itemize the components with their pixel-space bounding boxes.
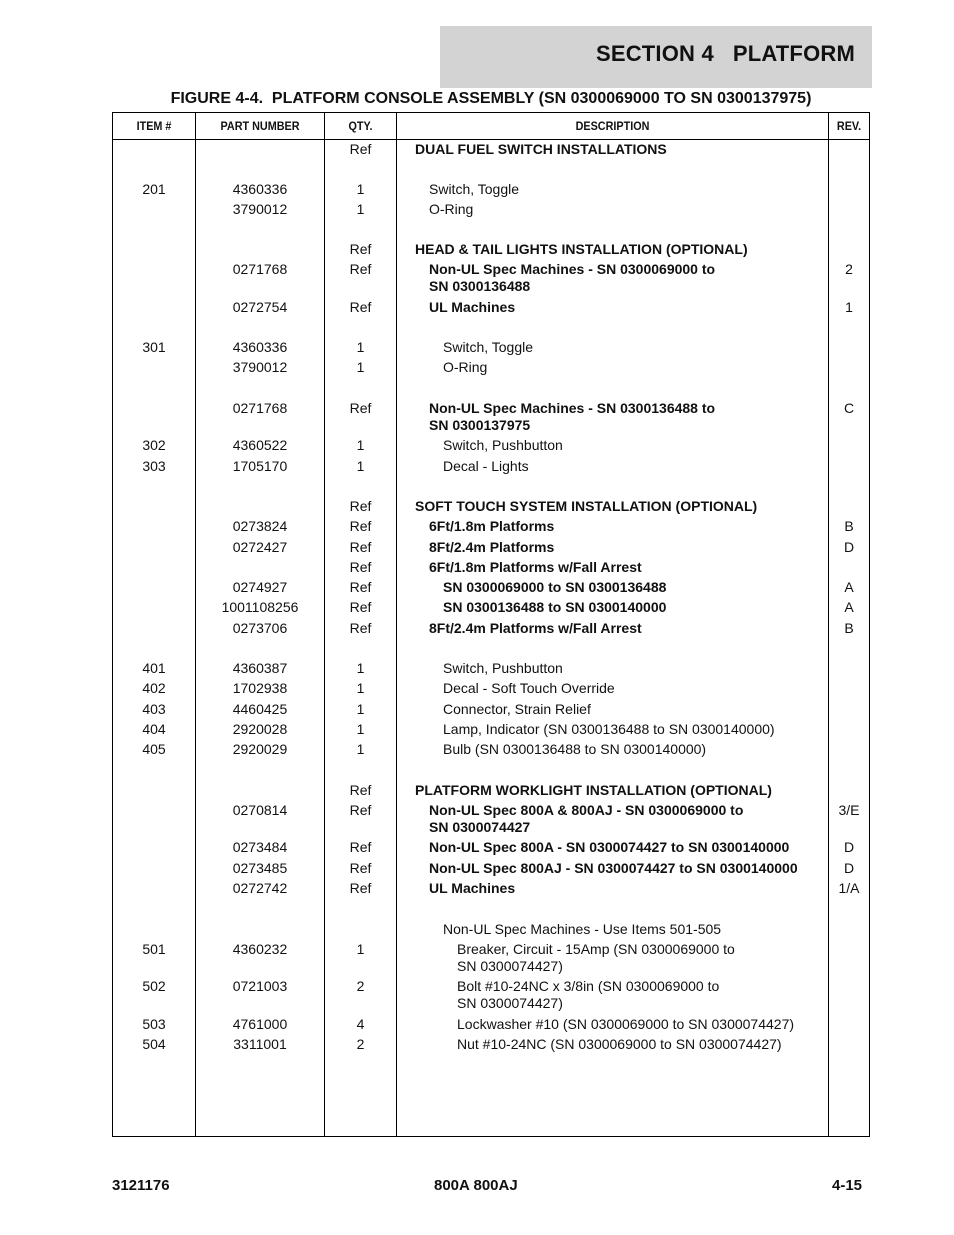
description-line-continued: SN 0300136488 [429,278,531,294]
item-number-cell: 502 [142,978,166,994]
quantity-cell: 1 [356,660,365,676]
quantity-cell: 1 [356,458,365,474]
footer-model: 800A 800AJ [434,1177,518,1194]
description-cell [429,802,839,836]
quantity-cell: Ref [349,880,372,896]
description-cell [429,880,839,897]
description-line: Bulb (SN 0300136488 to SN 0300140000) [443,741,707,757]
quantity-cell: Ref [349,860,372,876]
quantity-cell: 1 [356,339,365,355]
quantity-cell: 2 [356,978,365,994]
quantity-cell: 1 [356,680,365,696]
column-header-qty: QTY. [348,119,373,133]
revision-cell: D [843,839,855,855]
part-number-cell: 0272742 [232,880,288,896]
quantity-cell: Ref [349,141,372,157]
footer-doc-number: 3121176 [112,1177,170,1194]
description-cell [429,620,839,637]
column-header-item: ITEM # [136,119,172,133]
description-cell [415,241,825,258]
footer-page-number: 4-15 [832,1177,863,1194]
part-number-cell: 0271768 [232,400,288,416]
description-cell [443,741,853,758]
quantity-cell: Ref [349,579,372,595]
description-cell [429,201,839,218]
part-number-cell: 4360336 [232,339,288,355]
item-number-cell: 503 [142,1016,166,1032]
description-cell [457,978,867,1012]
description-line: SN 0300136488 to SN 0300140000 [443,599,667,615]
description-line-continued: SN 0300137975 [429,417,531,433]
revision-cell: 3/E [838,802,860,818]
description-line: SOFT TOUCH SYSTEM INSTALLATION (OPTIONAL) [415,498,758,514]
column-header-description: DESCRIPTION [575,119,650,133]
description-cell [429,559,839,576]
description-line: Non-UL Spec Machines - Use Items 501-505 [443,921,722,937]
description-cell [443,579,853,596]
description-cell [457,1036,867,1053]
description-line: HEAD & TAIL LIGHTS INSTALLATION (OPTIONAL) [415,241,748,257]
revision-cell: A [844,599,854,615]
part-number-cell: 1702938 [232,680,288,696]
item-number-cell: 303 [142,458,166,474]
description-cell [443,437,853,454]
description-cell [429,181,839,198]
item-number-cell: 403 [142,701,166,717]
description-cell [415,141,825,158]
description-line: O-Ring [429,201,474,217]
part-number-cell: 0272754 [232,299,288,315]
description-cell [443,660,853,677]
figure-title: FIGURE 4-4. PLATFORM CONSOLE ASSEMBLY (SN 0300069000 TO SN 0300137975) [170,90,812,107]
description-line: SN 0300069000 to SN 0300136488 [443,579,667,595]
description-cell [443,680,853,697]
part-number-cell: 2920029 [232,741,288,757]
parts-table [112,112,870,1137]
section-title: SECTION 4 PLATFORM [595,41,855,66]
description-cell [429,400,839,434]
quantity-cell: Ref [349,782,372,798]
description-cell [429,539,839,556]
quantity-cell: Ref [349,241,372,257]
quantity-cell: 1 [356,359,365,375]
item-number-cell: 501 [142,941,166,957]
description-line: UL Machines [429,299,516,315]
revision-cell: C [843,400,855,416]
description-cell [429,839,839,856]
description-cell [429,299,839,316]
column-header-rev: REV. [836,119,862,133]
description-line: Nut #10-24NC (SN 0300069000 to SN 0300074427) [457,1036,782,1052]
quantity-cell: 1 [356,941,365,957]
item-number-cell: 302 [142,437,166,453]
revision-cell: A [844,579,854,595]
revision-cell: D [843,539,855,555]
quantity-cell: 1 [356,181,365,197]
description-line: Decal - Soft Touch Override [443,680,615,696]
description-line: Non-UL Spec 800AJ - SN 0300074427 to SN 0300140000 [429,860,798,876]
quantity-cell: 1 [356,721,365,737]
description-line: 6Ft/1.8m Platforms [429,518,555,534]
quantity-cell: 1 [356,701,365,717]
part-number-cell: 0273484 [232,839,288,855]
part-number-cell: 0272427 [232,539,288,555]
description-cell [443,458,853,475]
description-cell [443,339,853,356]
part-number-cell: 4761000 [232,1016,288,1032]
item-number-cell: 504 [142,1036,166,1052]
part-number-cell: 3790012 [232,359,288,375]
description-line: Lockwasher #10 (SN 0300069000 to SN 0300074427) [457,1016,795,1032]
section-header [440,26,872,88]
item-number-cell: 401 [142,660,166,676]
quantity-cell: Ref [349,599,372,615]
part-number-cell: 4360522 [232,437,288,453]
quantity-cell: 1 [356,741,365,757]
part-number-cell: 3311001 [233,1036,287,1052]
description-line-continued: SN 0300074427) [457,995,563,1011]
quantity-cell: Ref [349,839,372,855]
part-number-cell: 4360232 [232,941,288,957]
revision-cell: 1/A [838,880,860,896]
description-cell [443,359,853,376]
quantity-cell: 1 [356,437,365,453]
description-line: Non-UL Spec Machines - SN 0300069000 to [429,261,716,277]
part-number-cell: 0273485 [232,860,288,876]
revision-cell: D [843,860,855,876]
quantity-cell: 1 [356,201,365,217]
item-number-cell: 404 [142,721,166,737]
quantity-cell: Ref [349,299,372,315]
description-line: UL Machines [429,880,516,896]
item-number-cell: 301 [142,339,166,355]
description-cell [415,782,825,799]
quantity-cell: Ref [349,518,372,534]
description-cell [443,921,853,938]
description-cell [429,261,839,295]
description-cell [457,1016,867,1033]
description-cell [429,518,839,535]
description-line: O-Ring [443,359,488,375]
description-cell [457,941,867,975]
quantity-cell: Ref [349,559,372,575]
part-number-cell: 4460425 [232,701,288,717]
description-line: Bolt #10-24NC x 3/8in (SN 0300069000 to [457,978,720,994]
description-line: 8Ft/2.4m Platforms [429,539,555,555]
description-line: Switch, Pushbutton [443,437,563,453]
part-number-cell: 2920028 [232,721,288,737]
description-line-continued: SN 0300074427 [429,819,531,835]
description-cell [443,721,853,738]
quantity-cell: Ref [349,539,372,555]
description-line: Non-UL Spec Machines - SN 0300136488 to [429,400,716,416]
description-line: Switch, Pushbutton [443,660,563,676]
description-line: Lamp, Indicator (SN 0300136488 to SN 0300140000) [443,721,775,737]
column-divider [396,113,397,1136]
description-line: Breaker, Circuit - 15Amp (SN 0300069000 to [457,941,735,957]
description-line: Connector, Strain Relief [443,701,591,717]
part-number-cell: 0274927 [232,579,288,595]
part-number-cell: 4360336 [232,181,288,197]
description-line-continued: SN 0300074427) [457,958,563,974]
column-header-part-number: PART NUMBER [220,119,300,133]
revision-cell: 2 [845,261,853,277]
header-divider [113,139,869,140]
description-cell [443,599,853,616]
quantity-cell: Ref [349,261,372,277]
part-number-cell: 0721003 [232,978,288,994]
revision-cell: 1 [845,299,853,315]
part-number-cell: 0271768 [232,261,288,277]
revision-cell: B [844,518,854,534]
description-line: Decal - Lights [443,458,529,474]
item-number-cell: 201 [142,181,166,197]
quantity-cell: Ref [349,498,372,514]
quantity-cell: 2 [356,1036,365,1052]
quantity-cell: 4 [356,1016,365,1032]
revision-cell: B [844,620,854,636]
part-number-cell: 0270814 [232,802,288,818]
quantity-cell: Ref [349,620,372,636]
part-number-cell: 0273824 [232,518,288,534]
part-number-cell: 1705170 [232,458,288,474]
description-line: DUAL FUEL SWITCH INSTALLATIONS [415,141,667,157]
description-line: 8Ft/2.4m Platforms w/Fall Arrest [429,620,642,636]
description-line: Switch, Toggle [429,181,520,197]
description-line: Non-UL Spec 800A - SN 0300074427 to SN 0300140000 [429,839,790,855]
part-number-cell: 1001108256 [221,599,299,615]
item-number-cell: 405 [142,741,166,757]
quantity-cell: Ref [349,802,372,818]
part-number-cell: 4360387 [232,660,288,676]
description-line: PLATFORM WORKLIGHT INSTALLATION (OPTIONAL) [415,782,772,798]
item-number-cell: 402 [142,680,166,696]
description-line: 6Ft/1.8m Platforms w/Fall Arrest [429,559,642,575]
description-line: Switch, Toggle [443,339,534,355]
part-number-cell: 3790012 [232,201,288,217]
quantity-cell: Ref [349,400,372,416]
description-cell [415,498,825,515]
description-line: Non-UL Spec 800A & 800AJ - SN 0300069000 to [429,802,744,818]
description-cell [443,701,853,718]
description-cell [429,860,839,877]
part-number-cell: 0273706 [232,620,288,636]
